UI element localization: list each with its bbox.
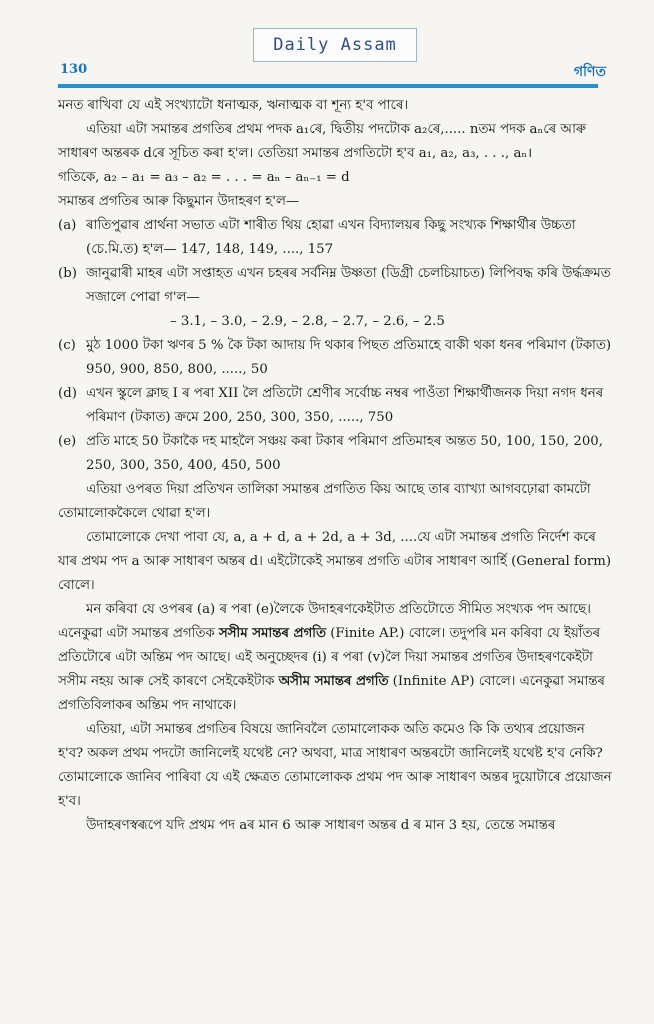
para-finite-infinite	[58, 598, 612, 718]
page-number: 130	[60, 62, 88, 77]
page-body	[58, 94, 612, 838]
section-heading: গণিত	[573, 64, 606, 80]
para-line: মনত ৰাখিবা যে এই সংখ্যাটো ধনাত্মক, ঋনাত্মক বা শূন্য হ'ব পাৰে।	[58, 98, 409, 113]
list-item-e	[58, 430, 612, 478]
item-label: (c)	[58, 338, 76, 353]
para-line: উদাহৰণস্বৰূপে যদি প্ৰথম পদ aৰ মান 6 আৰু সাধাৰণ অন্তৰ d ৰ মান 3 হয়, তেন্তে সমান্তৰ	[86, 818, 556, 833]
list-item-a	[58, 214, 612, 262]
daily-assam-brand: Daily Assam	[253, 28, 417, 62]
list-item-b	[58, 262, 612, 310]
sequence-line: – 3.1, – 3.0, – 2.9, – 2.8, – 2.7, – 2.6, – 2.5	[170, 314, 445, 329]
term-infinite-ap: অসীম সমান্তৰ প্ৰগতি	[278, 674, 389, 689]
header-rule	[58, 84, 598, 88]
item-text: জানুৱাৰী মাহৰ এটা সপ্তাহত এখন চহৰৰ সৰ্বনিম্ন উষ্ণতা (ডিগ্ৰী চেলচিয়াচত) লিপিবদ্ধ কৰি উৰ্দ্ধক্ৰমত সজালে পোৱা গ'ল—	[86, 266, 611, 305]
item-text: প্ৰতি মাহে 50 টকাকৈ দহ মাহলৈ সঞ্চয় কৰা টকাৰ পৰিমাণ প্ৰতিমাহৰ অন্তত 50, 100, 150, 200, 250, 300, 350, 400, 450, 500	[86, 434, 603, 473]
equation-line: গতিকে, a₂ – a₁ = a₃ – a₂ = . . . = aₙ – aₙ₋₁ = d	[58, 170, 350, 185]
item-label: (d)	[58, 386, 77, 401]
term-finite-ap: সসীম সমান্তৰ প্ৰগতি	[218, 626, 326, 641]
item-text: ৰাতিপুৱাৰ প্ৰাৰ্থনা সভাত এটা শাৰীত থিয় হোৱা এখন বিদ্যালয়ৰ কিছু সংখ্যক শিক্ষাৰ্থীৰ উচ্চতা (চে.মি.ত) হ'ল— 147, 148, 149, ...., 157	[86, 218, 576, 257]
item-text: মুঠ 1000 টকা ঋণৰ 5 % কৈ টকা আদায় দি থকাৰ পিছত প্ৰতিমাহে বাকী থকা ধনৰ পৰিমাণ (টকাত) 950, 900, 850, 800, ....., 50	[86, 338, 612, 377]
item-label: (e)	[58, 434, 77, 449]
item-label: (b)	[58, 266, 77, 281]
para-line: সমান্তৰ প্ৰগতিৰ আৰু কিছুমান উদাহৰণ হ'ল—	[58, 194, 300, 209]
para-line: তোমালোকে দেখা পাবা যে, a, a + d, a + 2d, a + 3d, ....যে এটা সমান্তৰ প্ৰগতি নিৰ্দেশ কৰে যাৰ প্ৰথম পদ a আৰু সাধাৰণ অন্তৰ d। এইটোকেই সমান্তৰ প্ৰগতি এটাৰ সাধাৰণ আৰ্হি (General form) বোলে।	[58, 530, 612, 593]
list-item-d	[58, 382, 612, 430]
para-line: এতিয়া, এটা সমান্তৰ প্ৰগতিৰ বিষয়ে জানিবলৈ তোমালোকক অতি কমেও কি কি তথ্যৰ প্ৰয়োজন হ'ব? অকল প্ৰথম পদটো জানিলেই যথেষ্ট নে? অথবা, মাত্ৰ সাধাৰণ অন্তৰটো জানিলেই যথেষ্ট হ'ব নেকি? তোমালোকে জানিব পাৰিবা যে এই ক্ষেত্ৰত তোমালোকক প্ৰথম পদ আৰু সাধাৰণ অন্তৰ দুয়োটাৰে প্ৰয়োজন হ'ব।	[58, 722, 612, 809]
para-line: এতিয়া ওপৰত দিয়া প্ৰতিখন তালিকা সমান্তৰ প্ৰগতিত কিয় আছে তাৰ ব্যাখ্যা আগবঢ়োৱা কামটো তোমালোককৈলে থোৱা হ'ল।	[58, 482, 591, 521]
para-line: এতিয়া এটা সমান্তৰ প্ৰগতিৰ প্ৰথম পদক a₁ৰে, দ্বিতীয় পদটোক a₂ৰে,..... nতম পদক aₙৰে আৰু সাধাৰণ অন্তৰক dৰে সূচিত কৰা হ'ল। তেতিয়া সমান্তৰ প্ৰগতিটো হ'ব a₁, a₂, a₃, . . ., aₙ।	[58, 122, 586, 161]
list-item-c	[58, 334, 612, 382]
item-label: (a)	[58, 218, 77, 233]
text-run: (Infinite AP) বোলে। এনেকুৱা সমান্তৰ প্ৰগতিবিলাকৰ অন্তিম পদ নাথাকে।	[58, 674, 605, 713]
text-run: মন কৰিবা যে ওপৰৰ (a) ৰ পৰা (e)লৈকে উদাহৰণকেইটাত প্ৰতিটোতে সীমিত সংখ্যক পদ আছে। এনেকুৱা এটা সমান্তৰ প্ৰগতিক	[58, 602, 591, 641]
text-run: (Finite AP.) বোলে। তদুপৰি মন কৰিবা যে ইয়াঁতৰ প্ৰতিটোৰে এটা অন্তিম পদ আছে। এই অনুচ্ছেদৰ (i) ৰ পৰা (v)লৈ দিয়া সমান্তৰ প্ৰগতিৰ উদাহৰণকেইটা সসীম নহয় আৰু সেই কাৰণে সেইকেইটাক	[58, 626, 600, 689]
item-text: এখন স্কুলে ক্লাছ I ৰ পৰা XII লৈ প্ৰতিটো শ্ৰেণীৰ সৰ্বোচ্চ নম্বৰ পাওঁতা শিক্ষাৰ্থীজনক দিয়া নগদ ধনৰ পৰিমাণ (টকাত) ক্ৰমে 200, 250, 300, 350, ....., 750	[86, 386, 604, 425]
